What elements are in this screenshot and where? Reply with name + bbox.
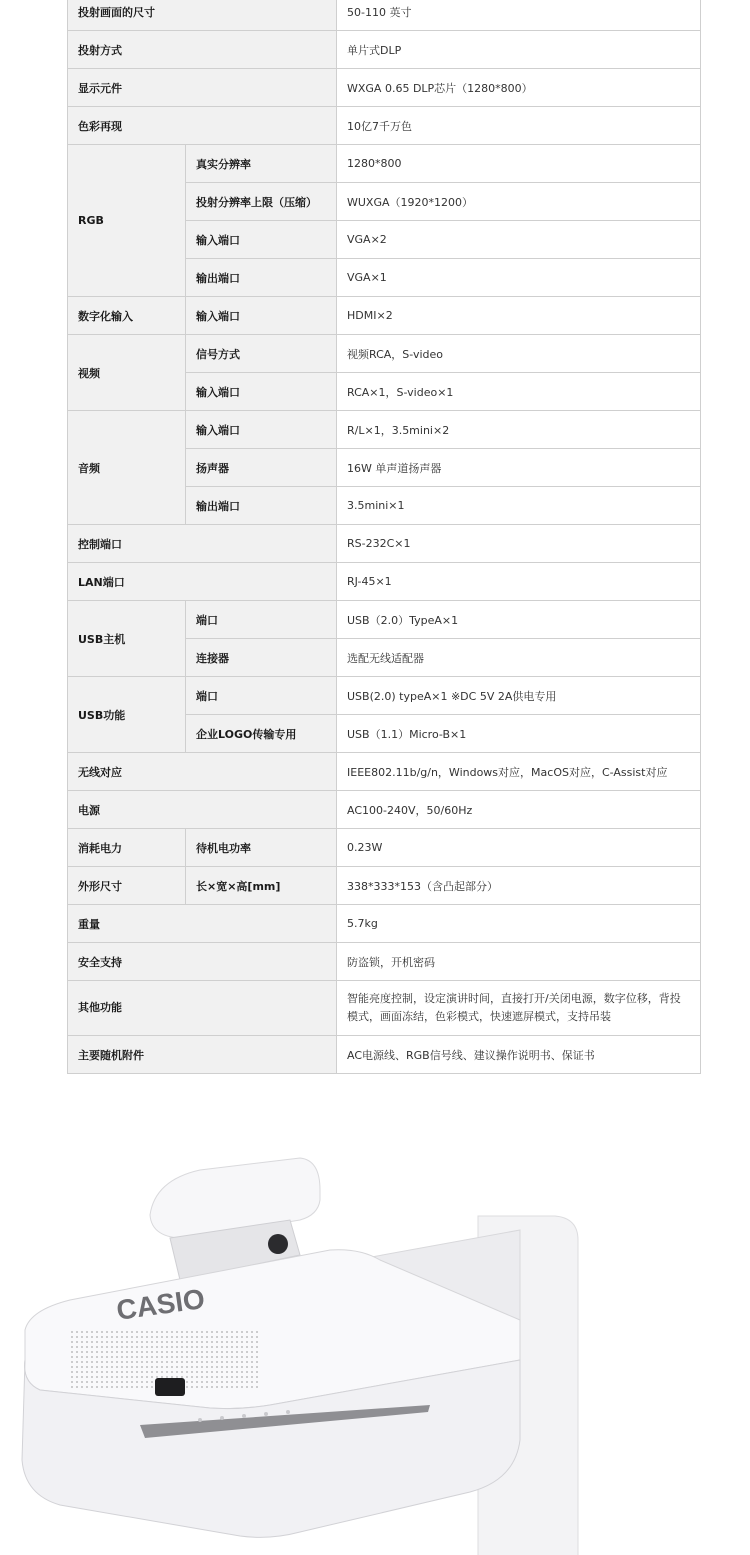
spec-value: R/L×1，3.5mini×2 [337, 411, 701, 449]
spec-value: USB（2.0）TypeA×1 [337, 601, 701, 639]
spec-row [68, 563, 701, 601]
spec-value: IEEE802.11b/g/n，Windows对应，MacOS对应，C-Assist对应 [337, 753, 701, 791]
spec-label: 电源 [68, 791, 337, 829]
spec-label: 投射方式 [68, 31, 337, 69]
spec-value: 防盗锁，开机密码 [337, 943, 701, 981]
spec-row [68, 753, 701, 791]
spec-sub-label: 输入端口 [186, 411, 337, 449]
spec-row [68, 981, 701, 1036]
spec-group-label: 视频 [68, 335, 186, 411]
mount-cap [150, 1158, 320, 1238]
spec-label: 其他功能 [68, 981, 337, 1036]
spec-sub-label: 输入端口 [186, 297, 337, 335]
spec-label: 安全支持 [68, 943, 337, 981]
spec-sub-label: 投射分辨率上限（压缩） [186, 183, 337, 221]
spec-sub-label: 长×宽×高[mm] [186, 867, 337, 905]
spec-value: USB(2.0) typeA×1 ※DC 5V 2A供电专用 [337, 677, 701, 715]
projector-product-image [0, 1120, 750, 1555]
spec-row [68, 297, 701, 335]
spec-row [68, 829, 701, 867]
spec-label: 显示元件 [68, 69, 337, 107]
casio-logo-text: CASIO [114, 1282, 207, 1326]
spec-row [68, 677, 701, 715]
spec-sub-label: 端口 [186, 601, 337, 639]
spec-row [68, 335, 701, 373]
spec-value: 1280*800 [337, 145, 701, 183]
spec-row [68, 867, 701, 905]
spec-value: VGA×1 [337, 259, 701, 297]
spec-row [68, 145, 701, 183]
spec-row [68, 791, 701, 829]
spec-value: 5.7kg [337, 905, 701, 943]
spec-row [68, 69, 701, 107]
spec-group-label: 数字化输入 [68, 297, 186, 335]
spec-label: 色彩再现 [68, 107, 337, 145]
spec-value: WUXGA（1920*1200） [337, 183, 701, 221]
spec-sub-label: 输入端口 [186, 373, 337, 411]
spec-group-label: USB主机 [68, 601, 186, 677]
spec-row [68, 1036, 701, 1074]
spec-sub-label: 端口 [186, 677, 337, 715]
spec-value: WXGA 0.65 DLP芯片（1280*800） [337, 69, 701, 107]
spec-sub-label: 输出端口 [186, 487, 337, 525]
spec-label: 投射画面的尺寸 [68, 0, 337, 31]
spec-value: 16W 单声道扬声器 [337, 449, 701, 487]
spec-row [68, 31, 701, 69]
spec-label: 主要随机附件 [68, 1036, 337, 1074]
spec-row [68, 107, 701, 145]
spec-row [68, 0, 701, 31]
spec-sub-label: 扬声器 [186, 449, 337, 487]
spec-value: RCA×1，S-video×1 [337, 373, 701, 411]
adjust-knob [268, 1234, 288, 1254]
spec-sub-label: 真实分辨率 [186, 145, 337, 183]
spec-value: 单片式DLP [337, 31, 701, 69]
spec-value: USB（1.1）Micro-B×1 [337, 715, 701, 753]
spec-sub-label: 输出端口 [186, 259, 337, 297]
spec-value: RS-232C×1 [337, 525, 701, 563]
spec-label: 无线对应 [68, 753, 337, 791]
spec-group-label: 音频 [68, 411, 186, 525]
spec-value: 选配无线适配器 [337, 639, 701, 677]
spec-value: AC100-240V，50/60Hz [337, 791, 701, 829]
ir-sensor [155, 1378, 185, 1396]
spec-row [68, 943, 701, 981]
spec-label: LAN端口 [68, 563, 337, 601]
spec-value: 3.5mini×1 [337, 487, 701, 525]
spec-value: AC电源线、RGB信号线、建议操作说明书、保证书 [337, 1036, 701, 1074]
spec-group-label: RGB [68, 145, 186, 297]
spec-value: 0.23W [337, 829, 701, 867]
spec-sub-label: 待机电功率 [186, 829, 337, 867]
spec-label: 控制端口 [68, 525, 337, 563]
spec-value: VGA×2 [337, 221, 701, 259]
spec-row [68, 411, 701, 449]
spec-sub-label: 连接器 [186, 639, 337, 677]
spec-value: 智能亮度控制，设定演讲时间，直接打开/关闭电源，数字位移，背投模式，画面冻结，色彩模式，快速遮屏模式，支持吊装 [337, 981, 701, 1036]
spec-row [68, 905, 701, 943]
spec-value: RJ-45×1 [337, 563, 701, 601]
spec-group-label: 外形尺寸 [68, 867, 186, 905]
spec-label: 重量 [68, 905, 337, 943]
spec-value: 视频RCA，S-video [337, 335, 701, 373]
spec-value: 50-110 英寸 [337, 0, 701, 31]
spec-value: 10亿7千万色 [337, 107, 701, 145]
spec-group-label: 消耗电力 [68, 829, 186, 867]
spec-sub-label: 企业LOGO传输专用 [186, 715, 337, 753]
spec-value: 338*333*153（含凸起部分） [337, 867, 701, 905]
spec-table-body [68, 0, 701, 1074]
spec-sub-label: 输入端口 [186, 221, 337, 259]
spec-value: HDMI×2 [337, 297, 701, 335]
spec-group-label: USB功能 [68, 677, 186, 753]
spec-table [67, 0, 701, 1074]
spec-sub-label: 信号方式 [186, 335, 337, 373]
spec-row [68, 601, 701, 639]
spec-row [68, 525, 701, 563]
